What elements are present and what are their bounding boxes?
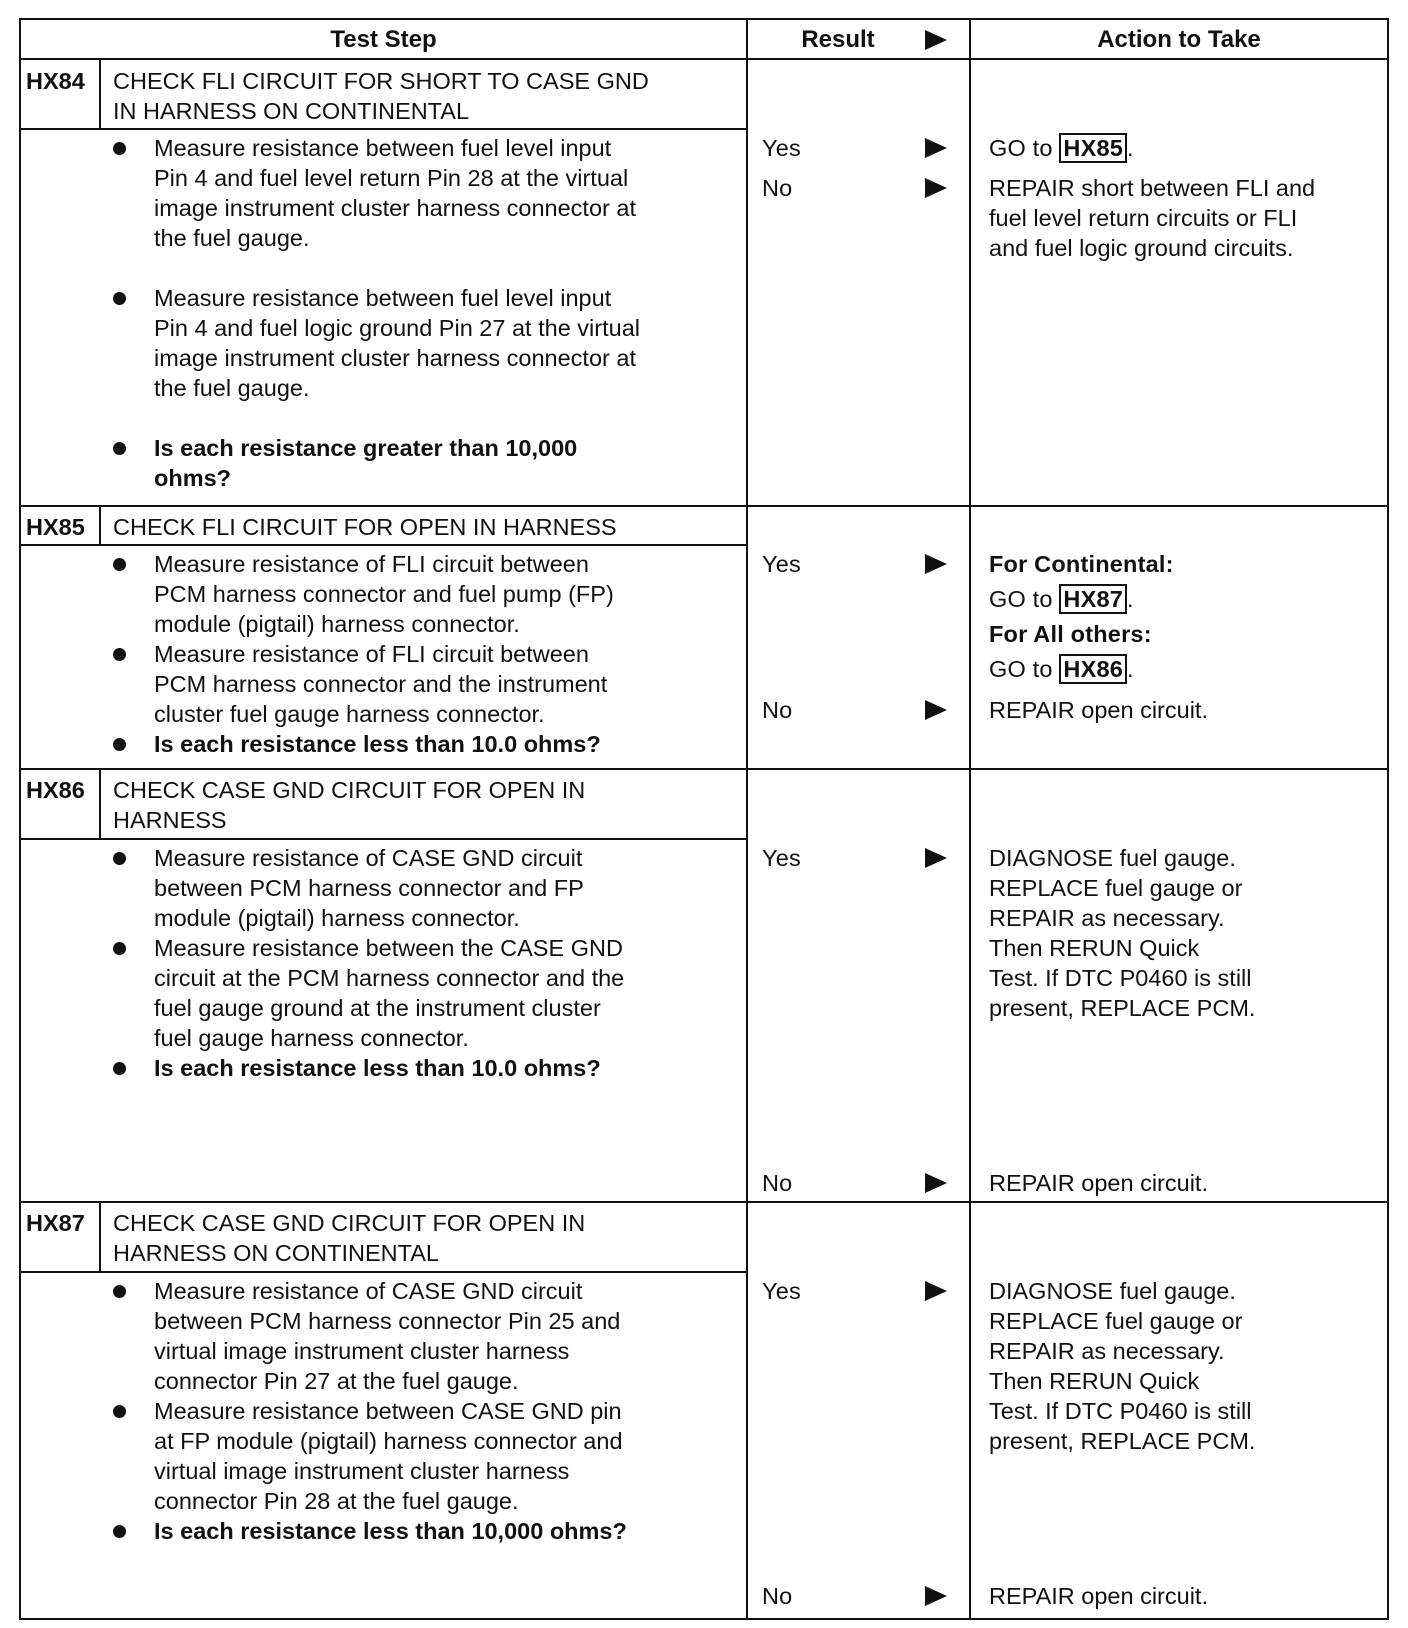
table-border-right [1387,18,1389,1620]
result-yes: Yes [762,135,801,161]
action-heading: For All others: [989,621,1152,647]
action-repair: REPAIR open circuit. [989,1583,1208,1609]
result-arrow-icon [925,138,947,158]
step-title-divider [19,128,746,130]
bullet-icon [113,1062,126,1075]
step-code: HX85 [26,514,85,540]
step-title: CHECK FLI CIRCUIT FOR SHORT TO CASE GND IN HARNESS ON CONTINENTAL [113,68,649,124]
result-no: No [762,1583,793,1609]
row-divider [19,505,1389,507]
step-reference-link[interactable]: HX87 [1059,584,1127,614]
result-arrow-icon [925,700,947,720]
step-reference-link[interactable]: HX86 [1059,654,1127,684]
step-instruction: Measure resistance of FLI circuit between PCM harness connector and fuel pump (FP) module (pigtail) harness connector. [154,551,614,637]
bullet-icon [113,738,126,751]
action-repair: REPAIR short between FLI and fuel level return circuits or FLI and fuel logic ground circuits. [989,175,1316,261]
bullet-icon [113,558,126,571]
header-arrow-icon [925,30,947,50]
bullet-icon [113,1285,126,1298]
step-question: Is each resistance greater than 10,000 ohms? [154,435,578,491]
header-result: Result [801,26,875,53]
action-diagnose: DIAGNOSE fuel gauge. REPLACE fuel gauge or REPAIR as necessary. Then RERUN Quick Test. If DTC P0460 is still present, REPLACE PCM. [989,1278,1256,1454]
step-title-divider [19,838,746,840]
bullet-icon [113,442,126,455]
bullet-icon [113,142,126,155]
diagnostic-table [19,18,1389,1620]
action-go-to: GO to HX85 . [989,135,1134,161]
step-code-divider [99,60,101,130]
bullet-icon [113,292,126,305]
bullet-icon [113,852,126,865]
result-arrow-icon [925,1173,947,1193]
step-instruction: Measure resistance between fuel level input Pin 4 and fuel logic ground Pin 27 at the virtual image instrument cluster harness connector at the fuel gauge. [154,285,640,401]
bullet-icon [113,1525,126,1538]
action-repair: REPAIR open circuit. [989,1170,1208,1196]
step-code: HX84 [26,68,85,94]
column-divider-result [746,18,748,1620]
step-instruction: Measure resistance of FLI circuit between PCM harness connector and the instrument cluster fuel gauge harness connector. [154,641,608,727]
action-go-to: GO to HX86 . [989,656,1134,682]
result-no: No [762,697,793,723]
step-title: CHECK FLI CIRCUIT FOR OPEN IN HARNESS [113,514,617,540]
result-yes: Yes [762,845,801,871]
step-reference-link[interactable]: HX85 [1059,133,1127,163]
result-yes: Yes [762,551,801,577]
step-code-divider [99,507,101,545]
result-arrow-icon [925,1281,947,1301]
step-instruction: Measure resistance between the CASE GND circuit at the PCM harness connector and the fuel gauge ground at the instrument cluster fuel gauge harness connector. [154,935,625,1051]
action-repair: REPAIR open circuit. [989,697,1208,723]
header-test-step: Test Step [330,26,437,53]
step-instruction: Measure resistance of CASE GND circuit between PCM harness connector and FP module (pigtail) harness connector. [154,845,584,931]
result-no: No [762,1170,793,1196]
row-divider [19,768,1389,770]
step-title: CHECK CASE GND CIRCUIT FOR OPEN IN HARNESS [113,777,586,833]
step-title-divider [19,1271,746,1273]
header-action: Action to Take [1097,26,1261,53]
result-arrow-icon [925,178,947,198]
step-question: Is each resistance less than 10.0 ohms? [154,731,601,757]
table-border-left [19,18,21,1620]
result-arrow-icon [925,554,947,574]
table-border-top [19,18,1389,20]
step-instruction: Measure resistance of CASE GND circuit between PCM harness connector Pin 25 and virtual image instrument cluster harness connector Pin 27 at the fuel gauge. [154,1278,621,1394]
result-arrow-icon [925,848,947,868]
step-title-divider [19,544,746,546]
result-arrow-icon [925,1586,947,1606]
row-divider [19,1201,1389,1203]
bullet-icon [113,648,126,661]
column-divider-action [969,18,971,1620]
step-code-divider [99,1203,101,1273]
step-title: CHECK CASE GND CIRCUIT FOR OPEN IN HARNESS ON CONTINENTAL [113,1210,586,1266]
step-instruction: Measure resistance between CASE GND pin at FP module (pigtail) harness connector and virtual image instrument cluster harness connector Pin 28 at the fuel gauge. [154,1398,623,1514]
header-divider [19,58,1389,60]
step-question: Is each resistance less than 10.0 ohms? [154,1055,601,1081]
bullet-icon [113,1405,126,1418]
action-diagnose: DIAGNOSE fuel gauge. REPLACE fuel gauge or REPAIR as necessary. Then RERUN Quick Test. If DTC P0460 is still present, REPLACE PCM. [989,845,1256,1021]
step-code: HX86 [26,777,85,803]
bullet-icon [113,942,126,955]
action-go-to: GO to HX87 . [989,586,1134,612]
action-heading: For Continental: [989,551,1174,577]
step-question: Is each resistance less than 10,000 ohms? [154,1518,627,1544]
result-no: No [762,175,793,201]
step-code-divider [99,770,101,840]
result-yes: Yes [762,1278,801,1304]
step-instruction: Measure resistance between fuel level input Pin 4 and fuel level return Pin 28 at the virtual image instrument cluster harness connector at the fuel gauge. [154,135,636,251]
step-code: HX87 [26,1210,85,1236]
table-border-bottom [19,1618,1389,1620]
